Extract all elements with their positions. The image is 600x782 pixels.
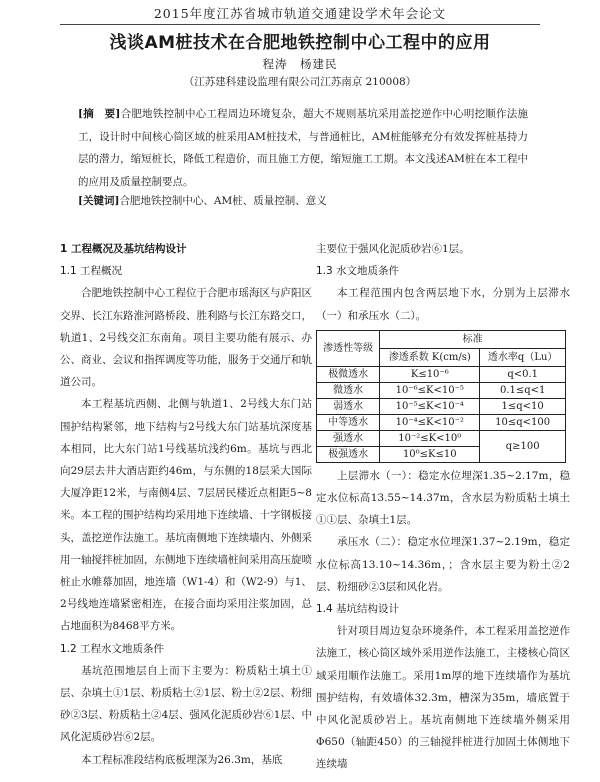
- table-cell: 强透水: [317, 430, 380, 446]
- table-header-k: 渗透系数 K(cm/s): [380, 348, 480, 366]
- table-cell: 10⁻²≤K<10⁰: [380, 430, 480, 446]
- table-cell: 1≤q<10: [480, 398, 566, 414]
- paragraph: 上层滞水（一）：稳定水位埋深1.35~2.17m，稳定水位标高13.55~14.37m，含水层为粉质粘土填土①①层、杂填土1层。: [316, 469, 570, 527]
- paragraph: 针对项目周边复杂环境条件，本工程采用盖挖逆作法施工，核心筒区域外采用逆作法施工，主楼核心筒区域采用顺作法施工。采用1m厚的地下连续墙作为基坑围护结构，有效墙体32.3m，槽深为35m，墙底置于中风化泥质砂岩上。基坑南侧地下连续墙外侧采用Φ650（轴距450）的三轴搅拌桩进行加固土体侧地下连续墙: [316, 625, 570, 771]
- permeability-table: [316, 330, 566, 463]
- paragraph: 基坑范围地层自上而下主要为：粉质粘土填土①层、杂填土①1层、粉质粘土②1层、粉土②2层、粉细砂②3层、粉质粘土②4层、强风化泥质砂岩⑥1层、中风化泥质砂岩⑥2层。: [60, 664, 312, 744]
- table-cell: K≤10⁻⁶: [380, 366, 480, 382]
- table-cell: 极强透水: [317, 446, 380, 462]
- table-header-q: 透水率q（Lu）: [480, 348, 566, 366]
- table-cell: 10⁻⁶≤K<10⁻⁵: [380, 382, 480, 398]
- abstract-text: 合肥地铁控制中心工程周边环境复杂，超大不规则基坑采用盖挖逆作中心明挖顺作法施工，设计时中间核心筒区域的桩采用AM桩技术，与普通桩比，AM桩能够充分有效发挥桩基持力层的潜力，缩短桩长，降低工程造价，而且施工方便，缩短施工工期。本文浅述AM桩在本工程中的应用及质量控制要点。: [78, 108, 529, 188]
- section-heading-1: 1 工程概况及基坑结构设计: [60, 243, 187, 255]
- table-row: [317, 398, 566, 414]
- right-column: [316, 238, 570, 776]
- table-header-group: 标准: [380, 330, 566, 348]
- paragraph: 本工程基坑西侧、北侧与轨道1、2号线大东门站围护结构紧邻，地下结构与2号线大东门站基坑深度基本相同，比大东门站1号线基坑浅约6m。基坑与西北向29层去井大酒店距约46m，与东侧的18层采大国际大厦净距12米，与南侧4层、7层居民楼近点相距5~8米。本工程的围护结构均采用地下连续墙、十字钢板接头，盖挖逆作法施工。基坑南侧地下连续墙内、外侧采用一轴搅拌桩加固，东侧地下连续墙桩间采用高压旋喷桩止水帷幕加固，地连墙（W1-4）和（W2-9）与1、2号线地连墙紧密相连，在接合面均采用注浆加固，总占地面积为8468平方米。: [60, 398, 312, 633]
- paragraph: 本工程范围内包含两层地下水，分别为上层滞水（一）和承压水（二）。: [316, 287, 570, 322]
- keywords-text: 合肥地铁控制中心、AM桩、质量控制、意义: [119, 195, 327, 207]
- keywords-block: [78, 193, 528, 209]
- paper-affiliation: （江苏建科建设监理有限公司江苏南京 210008）: [183, 76, 417, 88]
- table-cell: 10⁻⁵≤K<10⁻⁴: [380, 398, 480, 414]
- paragraph: 本工程标准段结构底板埋深为26.3m，基底: [81, 753, 283, 766]
- table-header-level: 渗透性等级: [317, 330, 380, 366]
- paragraph: 承压水（二）：稳定水位埋深1.37~2.19m，稳定水位标高13.10~14.36m，；含水层主要为粉土②2层、粉细砂②3层和风化岩。: [316, 536, 570, 593]
- abstract-block: [78, 103, 528, 193]
- section-heading-1-3: 1.3 水文地质条件: [316, 265, 400, 278]
- paper-title: 浅谈AM桩技术在合肥地铁控制中心工程中的应用: [109, 33, 491, 53]
- paper-authors: 程涛 杨建民: [262, 57, 338, 71]
- table-cell: q<0.1: [480, 366, 566, 382]
- header-divider: [60, 24, 540, 25]
- table-cell: 0.1≤q<1: [480, 382, 566, 398]
- keywords-label: [关键词]: [78, 195, 120, 207]
- table-cell: 弱透水: [317, 398, 380, 414]
- conference-header: 2015年度江苏省城市轨道交通建设学术年会论文: [153, 6, 447, 21]
- table-cell: 10⁰≤K≤10: [380, 446, 480, 462]
- table-row: [317, 382, 566, 398]
- table-row: [317, 430, 566, 446]
- table-row: [317, 366, 566, 382]
- table-row: [317, 414, 566, 430]
- table-cell: q≥100: [480, 430, 566, 462]
- section-heading-1-4: 1.4 基坑结构设计: [316, 603, 400, 616]
- section-heading-1-2: 1.2 工程水文地质条件: [60, 642, 165, 655]
- left-column: [60, 238, 312, 771]
- abstract-label: [摘 要]: [78, 108, 121, 120]
- table-cell: 中等透水: [317, 414, 380, 430]
- paragraph: 主要位于强风化泥质砂岩⑥1层。: [316, 243, 470, 255]
- section-heading-1-1: 1.1 工程概况: [60, 265, 123, 278]
- table-cell: 极微透水: [317, 366, 380, 382]
- table-cell: 微透水: [317, 382, 380, 398]
- table-cell: 10≤q<100: [480, 414, 566, 430]
- table-cell: 10⁻⁴≤K<10⁻²: [380, 414, 480, 430]
- paragraph: 合肥地铁控制中心工程位于合肥市瑶海区与庐阳区交界、长江东路淮河路桥段、胜利路与长江东路交口，轨道1、2号线交汇东南角。项目主要功能有展示、办公、商业、会议和指挥调度等功能，服务于交通厅和轨道公司。: [60, 287, 312, 389]
